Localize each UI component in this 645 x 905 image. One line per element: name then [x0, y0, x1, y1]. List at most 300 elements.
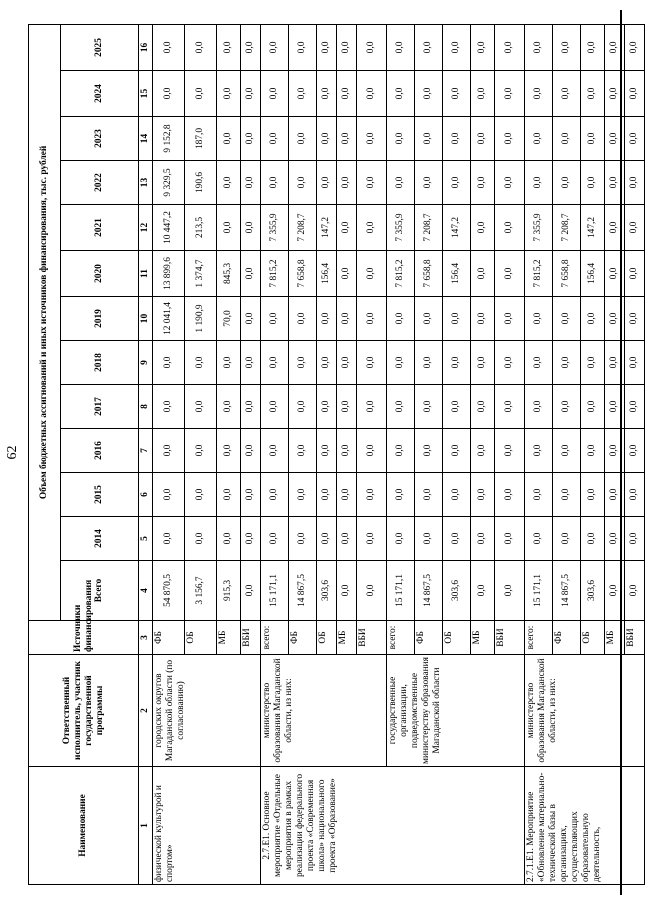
value-cell: 0,0 — [317, 473, 337, 517]
value-cell: 0,0 — [471, 251, 495, 297]
value-cell: 7 815,2 — [525, 251, 553, 297]
value-cell: 0,0 — [553, 517, 581, 561]
value-cell: 0,0 — [241, 517, 261, 561]
value-cell: 7 208,7 — [553, 205, 581, 251]
value-cell: 0,0 — [443, 385, 471, 429]
value-cell: 190,6 — [185, 161, 217, 205]
value-cell: 0,0 — [357, 385, 387, 429]
value-cell: 0,0 — [415, 117, 443, 161]
value-cell: 0,0 — [443, 117, 471, 161]
value-cell: 0,0 — [495, 473, 525, 517]
column-number: 12 — [139, 205, 153, 251]
value-cell: 0,0 — [605, 517, 625, 561]
value-cell: 0,0 — [443, 71, 471, 117]
column-number: 11 — [139, 251, 153, 297]
value-cell: 0,0 — [605, 473, 625, 517]
value-cell: 0,0 — [185, 341, 217, 385]
value-cell: 0,0 — [289, 385, 317, 429]
value-cell: 156,4 — [317, 251, 337, 297]
value-cell: 13 899,6 — [153, 251, 185, 297]
value-cell: 0,0 — [495, 117, 525, 161]
value-cell: 54 870,5 — [153, 561, 185, 621]
value-cell: 0,0 — [553, 71, 581, 117]
value-cell: 0,0 — [337, 71, 357, 117]
value-cell: 0,0 — [553, 161, 581, 205]
value-cell: 0,0 — [415, 517, 443, 561]
value-cell: 0,0 — [625, 117, 645, 161]
value-cell: 0,0 — [289, 297, 317, 341]
value-cell: 0,0 — [217, 71, 241, 117]
value-cell: 0,0 — [387, 117, 415, 161]
value-cell: 0,0 — [337, 517, 357, 561]
value-cell: 0,0 — [153, 341, 185, 385]
value-cell: 0,0 — [495, 297, 525, 341]
value-cell: 0,0 — [337, 429, 357, 473]
activity-name: физической культурой и спортом» — [153, 767, 261, 885]
value-cell: 0,0 — [217, 117, 241, 161]
value-cell: 0,0 — [241, 561, 261, 621]
value-cell: 15 171,1 — [387, 561, 415, 621]
value-cell: 0,0 — [289, 429, 317, 473]
value-cell: 0,0 — [241, 297, 261, 341]
source-cell: МБ — [337, 621, 357, 655]
value-cell: 0,0 — [357, 117, 387, 161]
column-number: 5 — [139, 517, 153, 561]
source-cell: ОБ — [443, 621, 471, 655]
header-year: 2020 — [61, 251, 139, 297]
table-row — [261, 24, 289, 884]
value-cell: 0,0 — [241, 24, 261, 70]
value-cell: 0,0 — [495, 161, 525, 205]
value-cell: 10 447,2 — [153, 205, 185, 251]
header-executor: Ответственный исполнитель, участник государственной программы — [29, 655, 139, 767]
header-volume-title: Объем бюджетных ассигнований и иных источников финансирования, тыс. рублей — [29, 24, 61, 620]
value-cell: 14 867,5 — [289, 561, 317, 621]
value-cell: 0,0 — [471, 385, 495, 429]
value-cell: 0,0 — [625, 429, 645, 473]
value-cell: 7 658,8 — [289, 251, 317, 297]
source-cell: ВБИ — [495, 621, 525, 655]
value-cell: 0,0 — [261, 24, 289, 70]
value-cell: 7 815,2 — [387, 251, 415, 297]
value-cell: 0,0 — [241, 161, 261, 205]
value-cell: 0,0 — [495, 341, 525, 385]
value-cell: 0,0 — [625, 297, 645, 341]
value-cell: 0,0 — [241, 71, 261, 117]
value-cell: 0,0 — [525, 517, 553, 561]
value-cell: 0,0 — [317, 297, 337, 341]
column-number-row — [139, 24, 153, 884]
value-cell: 0,0 — [415, 161, 443, 205]
value-cell: 7 355,9 — [261, 205, 289, 251]
value-cell: 0,0 — [317, 385, 337, 429]
value-cell: 0,0 — [443, 297, 471, 341]
value-cell: 0,0 — [605, 385, 625, 429]
value-cell: 0,0 — [357, 297, 387, 341]
source-cell: ОБ — [185, 621, 217, 655]
source-cell: ВБИ — [241, 621, 261, 655]
value-cell: 0,0 — [387, 24, 415, 70]
value-cell: 7 208,7 — [415, 205, 443, 251]
column-number: 15 — [139, 71, 153, 117]
value-cell: 3 156,7 — [185, 561, 217, 621]
value-cell: 0,0 — [525, 161, 553, 205]
value-cell: 0,0 — [525, 71, 553, 117]
value-cell: 0,0 — [605, 341, 625, 385]
value-cell: 0,0 — [289, 161, 317, 205]
header-year: 2015 — [61, 473, 139, 517]
value-cell: 0,0 — [553, 473, 581, 517]
header-year: 2018 — [61, 341, 139, 385]
value-cell: 7 658,8 — [553, 251, 581, 297]
value-cell: 0,0 — [387, 385, 415, 429]
value-cell: 15 171,1 — [525, 561, 553, 621]
value-cell: 0,0 — [185, 517, 217, 561]
value-cell: 0,0 — [261, 297, 289, 341]
source-cell: МБ — [471, 621, 495, 655]
value-cell: 0,0 — [443, 341, 471, 385]
value-cell: 0,0 — [241, 385, 261, 429]
value-cell: 0,0 — [415, 429, 443, 473]
value-cell: 0,0 — [471, 341, 495, 385]
value-cell: 0,0 — [317, 24, 337, 70]
value-cell: 0,0 — [471, 561, 495, 621]
source-cell: всего: — [261, 621, 289, 655]
value-cell: 0,0 — [317, 517, 337, 561]
value-cell: 0,0 — [581, 385, 605, 429]
value-cell: 0,0 — [185, 429, 217, 473]
value-cell: 0,0 — [605, 205, 625, 251]
value-cell: 0,0 — [317, 117, 337, 161]
activity-name: 2.7.Е1. Основное мероприятие «Отдельные мероприятия в рамках реализации федерального проекта «Современная школа» национального проекта «Образование» — [261, 767, 525, 885]
value-cell: 0,0 — [217, 429, 241, 473]
header-year: 2014 — [61, 517, 139, 561]
header-total: Всего — [61, 561, 139, 621]
value-cell: 0,0 — [289, 341, 317, 385]
value-cell: 0,0 — [525, 297, 553, 341]
executor-cell: министерство образования Магаданской области, из них: — [261, 655, 387, 767]
value-cell: 0,0 — [241, 251, 261, 297]
value-cell: 0,0 — [337, 561, 357, 621]
value-cell: 0,0 — [471, 297, 495, 341]
value-cell: 0,0 — [471, 161, 495, 205]
value-cell: 7 658,8 — [415, 251, 443, 297]
value-cell: 0,0 — [471, 71, 495, 117]
value-cell: 0,0 — [153, 24, 185, 70]
value-cell: 70,0 — [217, 297, 241, 341]
value-cell: 0,0 — [625, 251, 645, 297]
column-number: 3 — [139, 621, 153, 655]
column-number: 16 — [139, 24, 153, 70]
source-cell: ОБ — [581, 621, 605, 655]
value-cell: 0,0 — [261, 429, 289, 473]
value-cell: 0,0 — [185, 385, 217, 429]
value-cell: 0,0 — [553, 117, 581, 161]
value-cell: 147,2 — [317, 205, 337, 251]
value-cell: 7 815,2 — [261, 251, 289, 297]
value-cell: 0,0 — [495, 251, 525, 297]
source-cell: МБ — [217, 621, 241, 655]
value-cell: 0,0 — [553, 385, 581, 429]
value-cell: 0,0 — [337, 161, 357, 205]
value-cell: 0,0 — [605, 561, 625, 621]
value-cell: 0,0 — [317, 429, 337, 473]
value-cell: 0,0 — [337, 117, 357, 161]
value-cell: 0,0 — [605, 429, 625, 473]
source-cell: ФБ — [153, 621, 185, 655]
value-cell: 0,0 — [337, 24, 357, 70]
value-cell: 0,0 — [241, 117, 261, 161]
value-cell: 0,0 — [153, 71, 185, 117]
value-cell: 0,0 — [495, 385, 525, 429]
value-cell: 0,0 — [553, 24, 581, 70]
value-cell: 0,0 — [217, 341, 241, 385]
table-row — [153, 24, 185, 884]
value-cell: 187,0 — [185, 117, 217, 161]
value-cell: 0,0 — [581, 71, 605, 117]
value-cell: 0,0 — [241, 205, 261, 251]
value-cell: 0,0 — [241, 473, 261, 517]
column-number: 7 — [139, 429, 153, 473]
source-cell: ФБ — [289, 621, 317, 655]
source-cell: МБ — [605, 621, 625, 655]
column-number: 14 — [139, 117, 153, 161]
value-cell: 0,0 — [357, 517, 387, 561]
column-number: 1 — [139, 767, 153, 885]
header-year: 2016 — [61, 429, 139, 473]
value-cell: 12 041,4 — [153, 297, 185, 341]
value-cell: 0,0 — [357, 205, 387, 251]
value-cell: 0,0 — [387, 429, 415, 473]
value-cell: 0,0 — [153, 473, 185, 517]
header-source: Источники финансирования — [29, 621, 139, 655]
executor-cell: государственные организации, подведомственные министерству образования Магаданской области — [387, 655, 525, 767]
value-cell: 0,0 — [387, 297, 415, 341]
value-cell: 0,0 — [217, 205, 241, 251]
financing-table — [28, 24, 645, 885]
value-cell: 0,0 — [337, 205, 357, 251]
value-cell: 303,6 — [317, 561, 337, 621]
source-cell: ВБИ — [357, 621, 387, 655]
value-cell: 0,0 — [625, 341, 645, 385]
value-cell: 147,2 — [443, 205, 471, 251]
value-cell: 915,3 — [217, 561, 241, 621]
value-cell: 0,0 — [581, 297, 605, 341]
value-cell: 0,0 — [387, 161, 415, 205]
value-cell: 0,0 — [495, 429, 525, 473]
header-year: 2025 — [61, 24, 139, 70]
value-cell: 147,2 — [581, 205, 605, 251]
value-cell: 845,3 — [217, 251, 241, 297]
value-cell: 0,0 — [471, 205, 495, 251]
value-cell: 0,0 — [357, 251, 387, 297]
source-cell: всего: — [387, 621, 415, 655]
value-cell: 0,0 — [581, 429, 605, 473]
value-cell: 0,0 — [495, 205, 525, 251]
value-cell: 0,0 — [525, 385, 553, 429]
value-cell: 0,0 — [605, 117, 625, 161]
value-cell: 156,4 — [581, 251, 605, 297]
value-cell: 0,0 — [581, 24, 605, 70]
value-cell: 0,0 — [289, 24, 317, 70]
value-cell: 0,0 — [261, 161, 289, 205]
value-cell: 0,0 — [495, 71, 525, 117]
value-cell: 0,0 — [471, 429, 495, 473]
value-cell: 0,0 — [261, 117, 289, 161]
value-cell: 0,0 — [605, 297, 625, 341]
value-cell: 213,5 — [185, 205, 217, 251]
column-number: 10 — [139, 297, 153, 341]
value-cell: 303,6 — [443, 561, 471, 621]
value-cell: 0,0 — [217, 161, 241, 205]
value-cell: 0,0 — [289, 117, 317, 161]
value-cell: 7 208,7 — [289, 205, 317, 251]
bottom-rule — [620, 10, 622, 895]
header-year: 2021 — [61, 205, 139, 251]
header-year: 2024 — [61, 71, 139, 117]
value-cell: 0,0 — [387, 473, 415, 517]
value-cell: 0,0 — [357, 473, 387, 517]
value-cell: 0,0 — [217, 517, 241, 561]
activity-name: 2.7.1.Е1. Мероприятие «Обновление материально-технической базы в организациях, осуществляющих образовательную деятельность, — [525, 767, 645, 885]
value-cell: 0,0 — [261, 385, 289, 429]
value-cell: 0,0 — [289, 473, 317, 517]
value-cell: 1 190,9 — [185, 297, 217, 341]
value-cell: 0,0 — [605, 251, 625, 297]
value-cell: 0,0 — [337, 251, 357, 297]
value-cell: 0,0 — [443, 517, 471, 561]
value-cell: 0,0 — [357, 561, 387, 621]
value-cell: 0,0 — [415, 24, 443, 70]
source-cell: ОБ — [317, 621, 337, 655]
header-year: 2023 — [61, 117, 139, 161]
value-cell: 0,0 — [241, 429, 261, 473]
value-cell: 0,0 — [443, 161, 471, 205]
value-cell: 0,0 — [605, 24, 625, 70]
value-cell: 156,4 — [443, 251, 471, 297]
value-cell: 0,0 — [605, 161, 625, 205]
value-cell: 0,0 — [387, 71, 415, 117]
column-number: 2 — [139, 655, 153, 767]
value-cell: 0,0 — [217, 385, 241, 429]
source-cell: всего: — [525, 621, 553, 655]
value-cell: 0,0 — [153, 429, 185, 473]
value-cell: 0,0 — [443, 24, 471, 70]
value-cell: 9 329,5 — [153, 161, 185, 205]
value-cell: 0,0 — [415, 473, 443, 517]
value-cell: 0,0 — [357, 429, 387, 473]
value-cell: 0,0 — [553, 429, 581, 473]
value-cell: 0,0 — [625, 561, 645, 621]
value-cell: 0,0 — [241, 341, 261, 385]
value-cell: 303,6 — [581, 561, 605, 621]
source-cell: ВБИ — [625, 621, 645, 655]
value-cell: 0,0 — [471, 517, 495, 561]
value-cell: 0,0 — [525, 117, 553, 161]
value-cell: 0,0 — [625, 205, 645, 251]
value-cell: 7 355,9 — [387, 205, 415, 251]
value-cell: 0,0 — [625, 385, 645, 429]
table-row — [387, 24, 415, 884]
value-cell: 0,0 — [317, 341, 337, 385]
value-cell: 0,0 — [625, 24, 645, 70]
value-cell: 0,0 — [443, 473, 471, 517]
value-cell: 0,0 — [415, 297, 443, 341]
value-cell: 0,0 — [471, 473, 495, 517]
value-cell: 0,0 — [471, 24, 495, 70]
value-cell: 0,0 — [581, 161, 605, 205]
value-cell: 14 867,5 — [415, 561, 443, 621]
value-cell: 0,0 — [217, 24, 241, 70]
value-cell: 0,0 — [357, 161, 387, 205]
value-cell: 0,0 — [289, 517, 317, 561]
value-cell: 0,0 — [153, 517, 185, 561]
value-cell: 0,0 — [261, 517, 289, 561]
value-cell: 0,0 — [415, 71, 443, 117]
value-cell: 0,0 — [495, 24, 525, 70]
table-row — [525, 24, 553, 884]
value-cell: 0,0 — [357, 71, 387, 117]
value-cell: 0,0 — [553, 297, 581, 341]
value-cell: 0,0 — [581, 517, 605, 561]
value-cell: 0,0 — [185, 473, 217, 517]
column-number: 13 — [139, 161, 153, 205]
value-cell: 0,0 — [605, 71, 625, 117]
value-cell: 0,0 — [471, 117, 495, 161]
value-cell: 0,0 — [415, 341, 443, 385]
value-cell: 0,0 — [357, 341, 387, 385]
value-cell: 1 374,7 — [185, 251, 217, 297]
value-cell: 0,0 — [443, 429, 471, 473]
value-cell: 7 355,9 — [525, 205, 553, 251]
value-cell: 0,0 — [625, 71, 645, 117]
value-cell: 0,0 — [581, 473, 605, 517]
value-cell: 0,0 — [525, 24, 553, 70]
value-cell: 15 171,1 — [261, 561, 289, 621]
column-number: 9 — [139, 341, 153, 385]
value-cell: 0,0 — [337, 341, 357, 385]
value-cell: 0,0 — [261, 341, 289, 385]
column-number: 6 — [139, 473, 153, 517]
header-year: 2019 — [61, 297, 139, 341]
value-cell: 0,0 — [337, 473, 357, 517]
value-cell: 0,0 — [337, 297, 357, 341]
header-year: 2017 — [61, 385, 139, 429]
value-cell: 0,0 — [525, 429, 553, 473]
value-cell: 14 867,5 — [553, 561, 581, 621]
value-cell: 0,0 — [357, 24, 387, 70]
column-number: 8 — [139, 385, 153, 429]
value-cell: 0,0 — [581, 341, 605, 385]
value-cell: 0,0 — [217, 473, 241, 517]
column-number: 4 — [139, 561, 153, 621]
header-year: 2022 — [61, 161, 139, 205]
value-cell: 0,0 — [495, 561, 525, 621]
executor-cell: министерство образования Магаданской области, из них: — [525, 655, 645, 767]
value-cell: 0,0 — [261, 71, 289, 117]
value-cell: 0,0 — [525, 473, 553, 517]
value-cell: 0,0 — [387, 517, 415, 561]
executor-cell: городских округов Магаданской области (по согласованию) — [153, 655, 261, 767]
value-cell: 0,0 — [317, 71, 337, 117]
value-cell: 0,0 — [289, 71, 317, 117]
value-cell: 0,0 — [553, 341, 581, 385]
value-cell: 0,0 — [261, 473, 289, 517]
header-name: Наименование — [29, 767, 139, 885]
page-number: 62 — [5, 445, 20, 460]
value-cell: 0,0 — [625, 473, 645, 517]
value-cell: 0,0 — [415, 385, 443, 429]
